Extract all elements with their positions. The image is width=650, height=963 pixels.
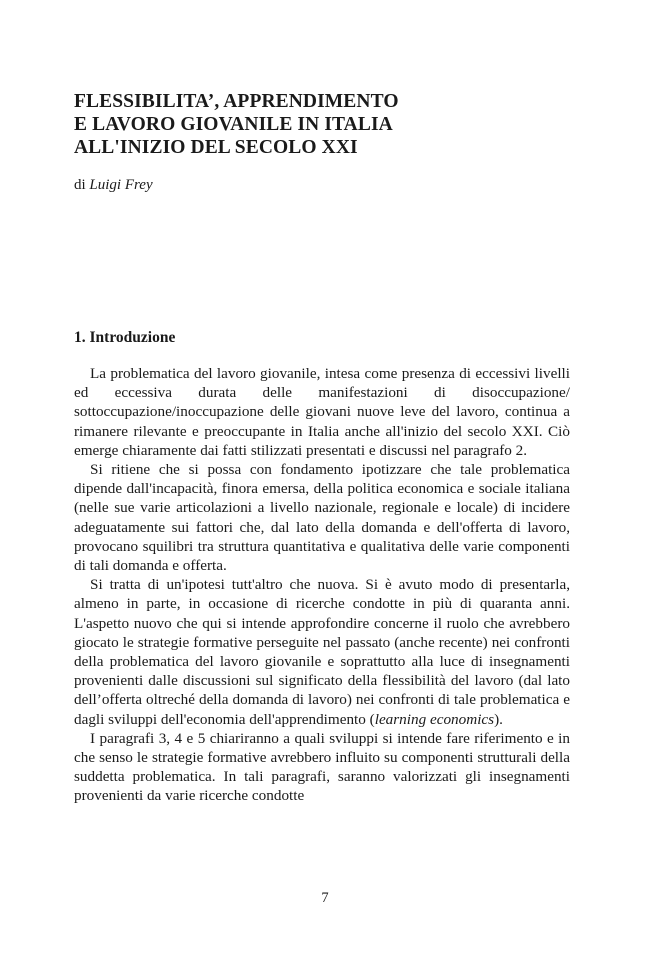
- page-number: 7: [321, 890, 329, 906]
- author-byline: [74, 176, 153, 194]
- chapter-title: [74, 90, 494, 159]
- author-prefix: di: [74, 177, 86, 193]
- title-line-2: E LAVORO GIOVANILE IN ITALIA: [74, 114, 393, 135]
- title-line-1: FLESSIBILITA’, APPRENDIMENTO: [74, 91, 399, 112]
- author-name: Luigi Frey: [89, 177, 153, 193]
- paragraph-2: Si ritiene che si possa con fondamento ipotizzare che tale problematica dipende dall'incapacità, finora emersa, della politica economica e sociale italiana (nelle sue varie articolazioni a livello nazionale, regionale e locale) di incidere adeguatamente sui fattori che, dal lato della domanda e dell'offerta di lavoro, provocano squilibri tra struttura quantitativa e qualitativa delle varie componenti di tali domanda e offerta.: [74, 461, 570, 575]
- paragraph-3-text: Si tratta di un'ipotesi tutt'altro che nuova. Si è avuto modo di presentarla, almeno in parte, in occasione di ricerche condotte in più di quaranta anni. L'aspetto nuovo che qui si intende approfondire concerne il ruolo che avrebbero giocato le strategie formative perseguite nel passato (anche recente) nei confronti della problematica del lavoro giovanile e soprattutto alla luce di insegnamenti provenienti dalle discussioni sul significato della flessibilità del lavoro (dal lato dell’offerta oltreché della domanda di lavoro) nei confronti di tale problematica e dagli sviluppi dell'economia dell'apprendimento (: [74, 576, 570, 728]
- paragraph-1: La problematica del lavoro giovanile, intesa come presenza di eccessivi livelli ed eccessiva durata delle manifestazioni di disoccupazione/ sottoccupazione/inoccupazione delle giovani nuove leve del lavoro, continua a rimanere rilevante e preoccupante in Italia anche all'inizio del secolo XXI. Ciò emerge chiaramente dai fatti stilizzati presentati e discussi nel paragrafo 2.: [74, 365, 570, 459]
- paragraph-4: I paragrafi 3, 4 e 5 chiariranno a quali sviluppi si intende fare riferimento e in che senso le strategie formative avrebbero influito su componenti strutturali della suddetta problematica. In tali paragrafi, saranno valorizzati gli insegnamenti provenienti da varie ricerche condotte: [74, 729, 570, 805]
- paragraph-3: [74, 575, 570, 729]
- title-line-3: ALL'INIZIO DEL SECOLO XXI: [74, 137, 358, 158]
- body-text: [74, 364, 570, 806]
- paragraph-3-end: ).: [494, 710, 503, 728]
- learning-economics-term: learning economics: [374, 710, 495, 728]
- section-heading: 1. Introduzione: [74, 329, 176, 346]
